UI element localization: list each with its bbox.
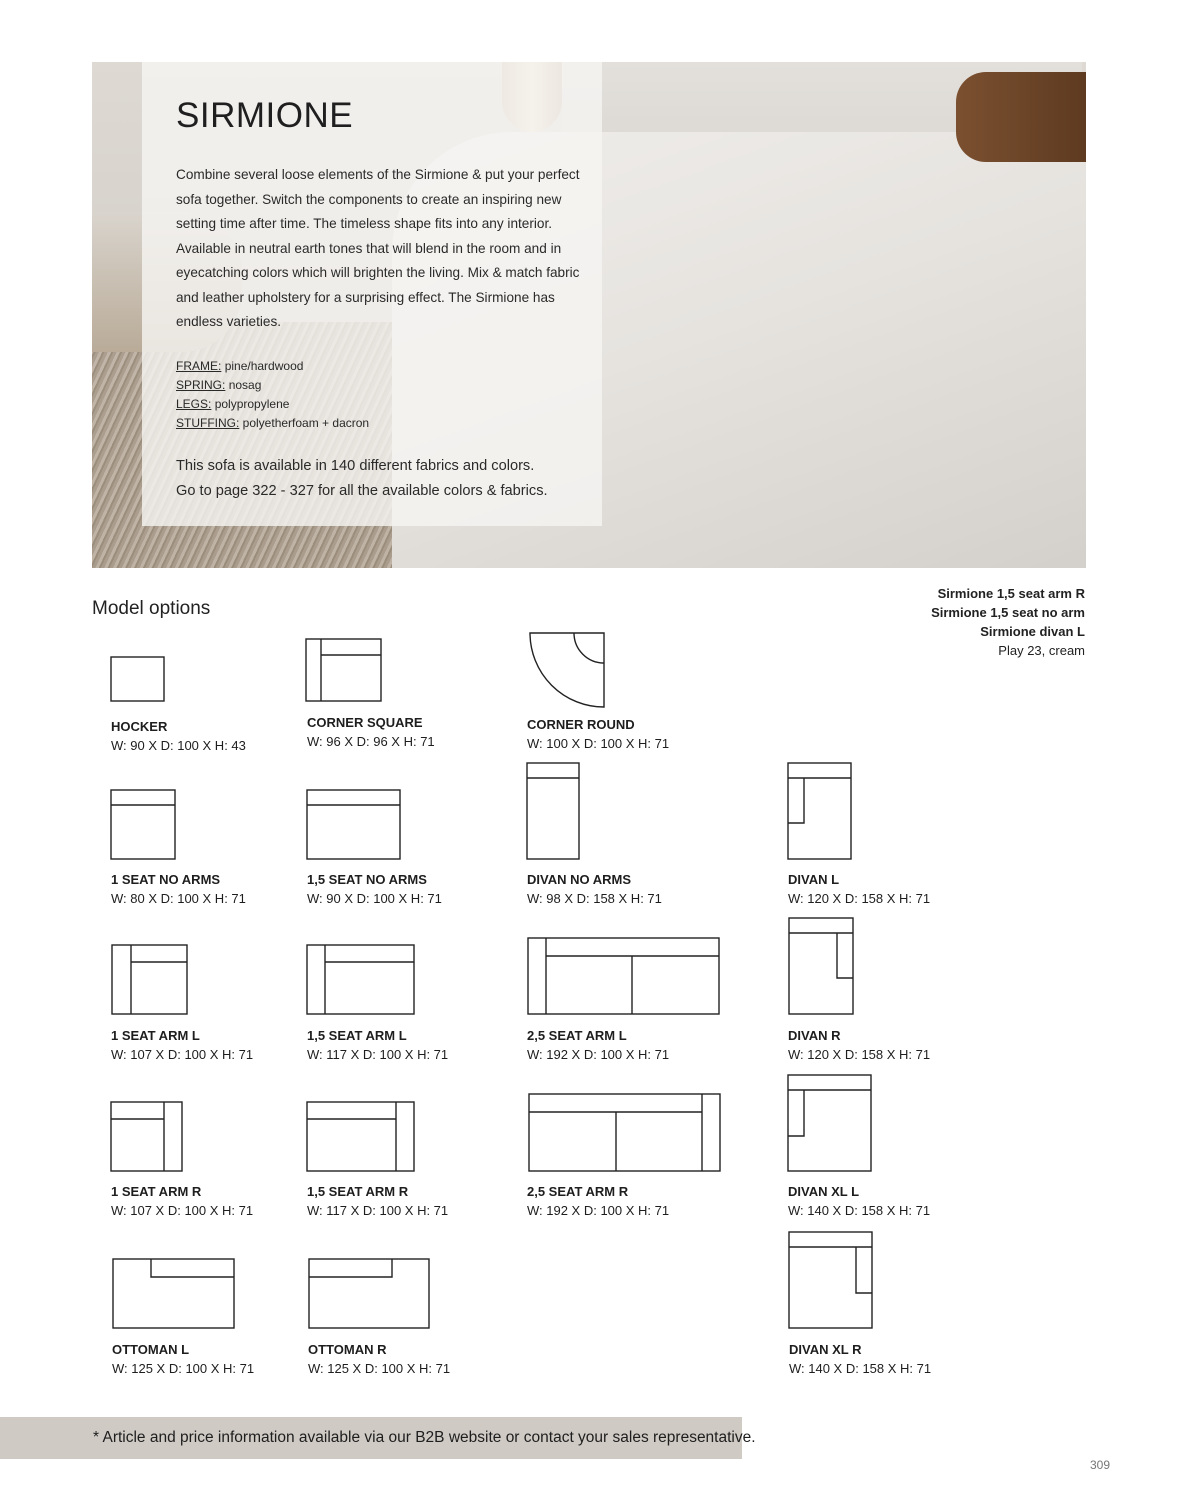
availability-text: This sofa is available in 140 different fabrics and colors. Go to page 322 - 327 for all the available colors & fabrics. — [176, 458, 548, 499]
model-name-divan-l: DIVAN L — [788, 872, 840, 887]
model-dims-hocker: W: 90 X D: 100 X H: 43 — [111, 738, 246, 753]
model-name-divan-xl-l: DIVAN XL L — [788, 1184, 860, 1199]
drawing-1-5-seat-arm-l — [307, 945, 414, 1014]
drawing-divan-xl-r — [789, 1232, 872, 1328]
spec-spring: SPRING: nosag — [176, 378, 262, 392]
model-name-1-5-seat-arm-r: 1,5 SEAT ARM R — [307, 1184, 409, 1199]
drawing-corner-square — [306, 639, 381, 701]
model-name-ottoman-r: OTTOMAN R — [308, 1342, 387, 1357]
model-dims-2-5-seat-arm-l: W: 192 X D: 100 X H: 71 — [527, 1047, 670, 1062]
model-name-divan-xl-r: DIVAN XL R — [789, 1342, 862, 1357]
model-name-divan-r: DIVAN R — [788, 1028, 841, 1043]
model-dims-1-seat-arm-l: W: 107 X D: 100 X H: 71 — [111, 1047, 254, 1062]
model-dims-divan-l: W: 120 X D: 158 X H: 71 — [788, 891, 931, 906]
drawing-1-5-seat-arm-r — [307, 1102, 414, 1171]
drawing-hocker — [111, 657, 164, 701]
footer-note-bar — [0, 1417, 756, 1459]
model-dims-divan-no-arms: W: 98 X D: 158 X H: 71 — [527, 891, 662, 906]
model-name-corner-square: CORNER SQUARE — [307, 715, 423, 730]
model-dims-1-seat-no-arms: W: 80 X D: 100 X H: 71 — [111, 891, 246, 906]
model-dims-divan-xl-r: W: 140 X D: 158 X H: 71 — [789, 1361, 932, 1376]
drawing-divan-r — [789, 918, 853, 1014]
drawing-1-5-seat-no-arms — [307, 790, 400, 859]
model-name-1-seat-arm-l: 1 SEAT ARM L — [111, 1028, 200, 1043]
model-dims-divan-xl-l: W: 140 X D: 158 X H: 71 — [788, 1203, 931, 1218]
model-dims-1-5-seat-no-arms: W: 90 X D: 100 X H: 71 — [307, 891, 442, 906]
footer-note: * Article and price information available via our B2B website or contact your sales representative. — [93, 1429, 756, 1446]
model-name-1-5-seat-arm-l: 1,5 SEAT ARM L — [307, 1028, 407, 1043]
drawing-2-5-seat-arm-l — [528, 938, 719, 1014]
model-dims-ottoman-l: W: 125 X D: 100 X H: 71 — [112, 1361, 255, 1376]
model-name-divan-no-arms: DIVAN NO ARMS — [527, 872, 631, 887]
model-name-1-seat-arm-r: 1 SEAT ARM R — [111, 1184, 202, 1199]
model-dims-1-seat-arm-r: W: 107 X D: 100 X H: 71 — [111, 1203, 254, 1218]
drawing-divan-no-arms — [527, 763, 579, 859]
model-dims-2-5-seat-arm-r: W: 192 X D: 100 X H: 71 — [527, 1203, 670, 1218]
product-title: SIRMIONE — [176, 96, 354, 135]
model-dims-corner-square: W: 96 X D: 96 X H: 71 — [307, 734, 435, 749]
drawing-ottoman-l — [113, 1259, 234, 1328]
model-name-corner-round: CORNER ROUND — [527, 717, 635, 732]
spec-stuffing: STUFFING: polyetherfoam + dacron — [176, 416, 370, 430]
model-dims-ottoman-r: W: 125 X D: 100 X H: 71 — [308, 1361, 451, 1376]
image-caption: Sirmione 1,5 seat arm R Sirmione 1,5 seat no arm Sirmione divan L Play 23, cream — [931, 586, 1085, 658]
model-name-hocker: HOCKER — [111, 719, 168, 734]
drawing-1-seat-no-arms — [111, 790, 175, 859]
spec-frame: FRAME: pine/hardwood — [176, 359, 304, 373]
model-dims-corner-round: W: 100 X D: 100 X H: 71 — [527, 736, 670, 751]
model-dims-1-5-seat-arm-l: W: 117 X D: 100 X H: 71 — [307, 1047, 449, 1062]
drawing-2-5-seat-arm-r — [529, 1094, 720, 1171]
product-description: Combine several loose elements of the Sirmione & put your perfect sofa together. Switch the components to create an inspiring new setting time after time. The timeless shape fits into any interior. Available in neutral earth tones that will blend in the room and in eyecatching colors which will brighten the living. Mix & match fabric and leather upholstery for a surprising effect. The Sirmione has endless varieties. — [176, 167, 580, 329]
drawing-divan-xl-l — [788, 1075, 871, 1171]
model-name-1-seat-no-arms: 1 SEAT NO ARMS — [111, 872, 221, 887]
model-dims-divan-r: W: 120 X D: 158 X H: 71 — [788, 1047, 931, 1062]
drawing-ottoman-r — [309, 1259, 429, 1328]
spec-legs: LEGS: polypropylene — [176, 397, 290, 411]
drawing-corner-round — [530, 633, 604, 707]
drawing-1-seat-arm-l — [112, 945, 187, 1014]
drawing-1-seat-arm-r — [111, 1102, 182, 1171]
drawing-divan-l — [788, 763, 851, 859]
page-number: 309 — [1090, 1458, 1111, 1472]
model-options-title: Model options — [92, 598, 211, 619]
model-name-1-5-seat-no-arms: 1,5 SEAT NO ARMS — [307, 872, 427, 887]
model-name-ottoman-l: OTTOMAN L — [112, 1342, 190, 1357]
model-dims-1-5-seat-arm-r: W: 117 X D: 100 X H: 71 — [307, 1203, 449, 1218]
model-name-2-5-seat-arm-l: 2,5 SEAT ARM L — [527, 1028, 627, 1043]
model-name-2-5-seat-arm-r: 2,5 SEAT ARM R — [527, 1184, 629, 1199]
